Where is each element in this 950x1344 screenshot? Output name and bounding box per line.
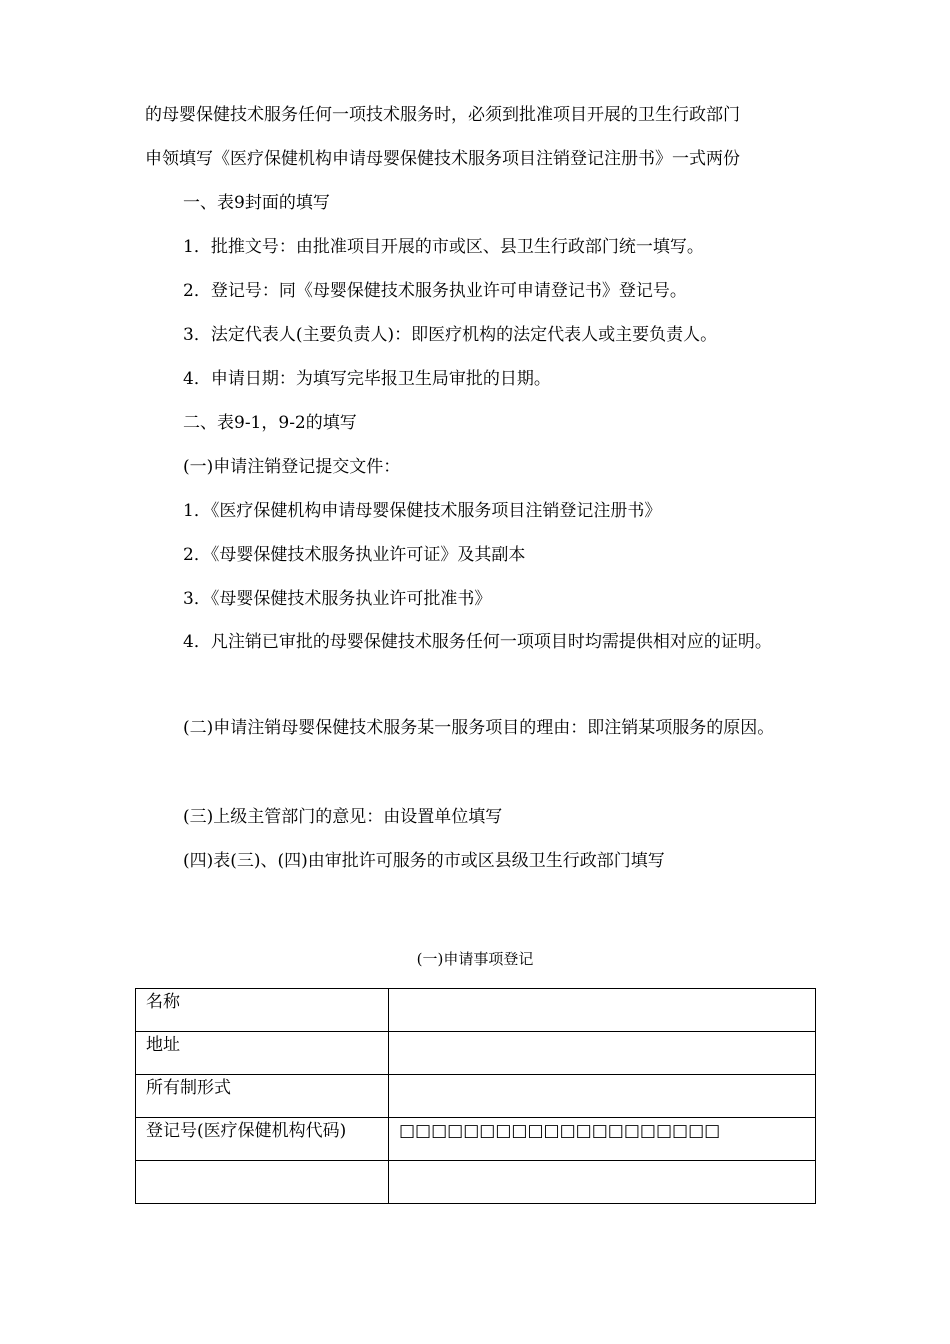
label-empty	[146, 1161, 378, 1163]
value-empty	[399, 1161, 805, 1163]
registration-code-boxes: □□□□□□□□□□□□□□□□□□□□	[399, 1121, 721, 1141]
value-name	[399, 989, 805, 991]
row-label	[136, 989, 389, 1032]
table-row	[136, 1032, 816, 1075]
item-application-date: 4．申请日期：为填写完毕报卫生局审批的日期。	[183, 369, 551, 389]
row-label	[136, 1075, 389, 1118]
row-value	[389, 1118, 816, 1161]
subsection-approval-department: (四)表(三)、(四)由审批许可服务的市或区县级卫生行政部门填写	[183, 851, 665, 871]
row-value	[389, 1032, 816, 1075]
label-name: 名称	[146, 992, 180, 1012]
table-row	[136, 1161, 816, 1204]
section-heading-forms: 二、表9-1，9-2的填写	[183, 413, 357, 433]
row-label	[136, 1161, 389, 1204]
item-document-3: 3．《母婴保健技术服务执业许可批准书》	[183, 589, 492, 609]
subsection-supervisor-opinion: (三)上级主管部门的意见：由设置单位填写	[183, 807, 503, 827]
row-label	[136, 1118, 389, 1161]
row-value	[389, 989, 816, 1032]
row-label	[136, 1032, 389, 1075]
label-registration-code: 登记号(医疗保健机构代码)	[146, 1121, 347, 1141]
table-row	[136, 1118, 816, 1161]
table-caption: (一)申请事项登记	[416, 950, 534, 968]
value-ownership	[399, 1075, 805, 1077]
section-heading-cover: 一、表9封面的填写	[183, 193, 330, 213]
item-document-2: 2．《母婴保健技术服务执业许可证》及其副本	[183, 545, 526, 565]
row-value	[389, 1075, 816, 1118]
item-document-4: 4．凡注销已审批的母婴保健技术服务任何一项项目时均需提供相对应的证明。	[183, 632, 772, 652]
paragraph-line-2: 申领填写《医疗保健机构申请母婴保健技术服务项目注销登记注册书》一式两份	[145, 149, 740, 169]
label-address: 地址	[146, 1035, 180, 1055]
item-approval-number: 1．批推文号：由批准项目开展的市或区、县卫生行政部门统一填写。	[183, 237, 704, 257]
subsection-reason: (二)申请注销母婴保健技术服务某一服务项目的理由：即注销某项服务的原因。	[183, 718, 775, 738]
label-ownership: 所有制形式	[146, 1078, 231, 1098]
table-row	[136, 1075, 816, 1118]
value-address	[399, 1032, 805, 1034]
row-value	[389, 1161, 816, 1204]
subsection-submit-documents: (一)申请注销登记提交文件：	[183, 457, 401, 477]
paragraph-line-1: 的母婴保健技术服务任何一项技术服务时，必须到批准项目开展的卫生行政部门	[145, 105, 740, 125]
registration-table	[135, 988, 816, 1204]
item-legal-representative: 3．法定代表人(主要负责人)：即医疗机构的法定代表人或主要负责人。	[183, 325, 718, 345]
item-registration-number: 2．登记号：同《母婴保健技术服务执业许可申请登记书》登记号。	[183, 281, 687, 301]
item-document-1: 1．《医疗保健机构申请母婴保健技术服务项目注销登记注册书》	[183, 501, 662, 521]
table-row	[136, 989, 816, 1032]
